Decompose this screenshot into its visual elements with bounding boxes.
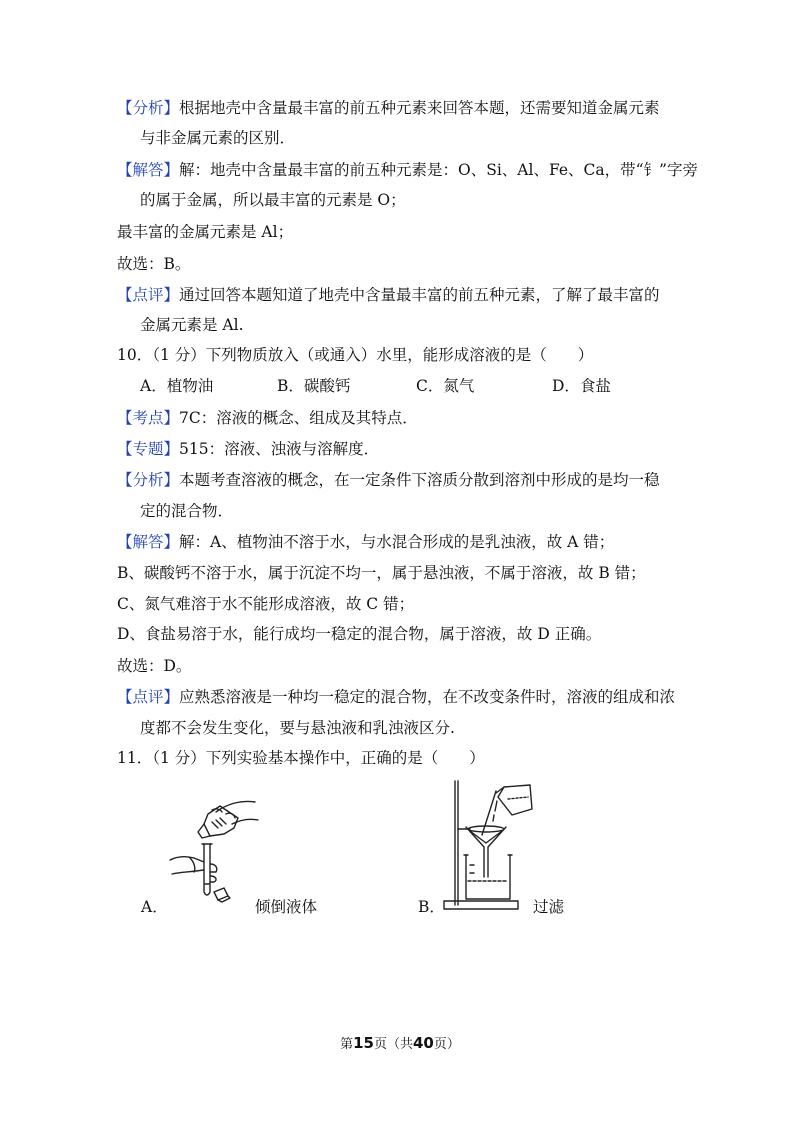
q10-analysis-line-1 [117, 470, 660, 490]
filtration-figure [440, 777, 540, 915]
q9-comment-text-1: 通过回答本题知道了地壳中含量最丰富的前五种元素，了解了最丰富的 [179, 286, 660, 304]
q9-answer-line-2: 的属于金属，所以最丰富的元素是 O； [140, 191, 406, 209]
q10-answer-line-4: D、食盐易溶于水，能行成均一稳定的混合物，属于溶液，故 D 正确。 [117, 625, 602, 643]
q10-answer-line-3: C、氮气难溶于水不能形成溶液，故 C 错； [117, 595, 415, 613]
q10-analysis-text-1: 本题考查溶液的概念，在一定条件下溶质分散到溶剂中形成的是均一稳 [179, 471, 660, 489]
q9-comment-line-1 [117, 285, 660, 305]
q10-comment-text-1: 应熟悉溶液是一种均一稳定的混合物，在不改变条件时，溶液的组成和浓 [179, 688, 676, 706]
q10-topic [117, 439, 379, 459]
q9-comment-line-2: 金属元素是 Al. [140, 316, 244, 334]
q11-stem: 11．（1 分）下列实验基本操作中，正确的是（ ） [117, 749, 485, 767]
q9-analysis-line-1 [117, 98, 660, 118]
q11-option-a-letter: A． [141, 898, 168, 916]
knowledge-point-tag: 【考点】 [117, 409, 180, 427]
q10-option-a: A．植物油 [140, 377, 214, 395]
analysis-tag: 【分析】 [117, 471, 180, 489]
q9-analysis-line-2: 与非金属元素的区别． [140, 129, 296, 147]
q10-answer-text-1: 解：A、植物油不溶于水，与水混合形成的是乳浊液，故 A 错； [179, 533, 615, 551]
q11-option-a-caption: 倾倒液体 [255, 898, 318, 916]
footer-page-number: 15 [353, 1034, 374, 1052]
analysis-tag: 【分析】 [117, 99, 180, 117]
q10-answer-line-2: B、碳酸钙不溶于水，属于沉淀不均一，属于悬浊液，不属于溶液，故 B 错； [117, 564, 646, 582]
q10-stem: 10．（1 分）下列物质放入（或通入）水里，能形成溶液的是（ ） [117, 346, 594, 364]
footer-pre: 第 [340, 1037, 354, 1052]
q10-comment-line-1 [117, 687, 675, 707]
q10-knowledge-point [117, 408, 418, 428]
comment-tag: 【点评】 [117, 286, 180, 304]
q10-option-d: D．食盐 [552, 377, 611, 395]
answer-tag: 【解答】 [117, 161, 180, 179]
q10-answer-line-1 [117, 532, 614, 552]
q10-knowledge-point-text: 7C：溶液的概念、组成及其特点． [179, 409, 418, 427]
q10-topic-text: 515：溶液、浊液与溶解度． [179, 440, 380, 458]
comment-tag: 【点评】 [117, 688, 180, 706]
footer-mid: 页（共 [373, 1037, 413, 1052]
q11-option-b-letter: B． [418, 898, 445, 916]
q9-answer-line-1 [117, 160, 698, 180]
q10-choice: 故选：D。 [117, 657, 192, 675]
footer-total-pages: 40 [413, 1034, 434, 1052]
q9-answer-text-1: 解：地壳中含量最丰富的前五种元素是：O、Si、Al、Fe、Ca，带“钅”字旁 [179, 161, 698, 179]
q11-option-b-caption: 过滤 [533, 898, 565, 916]
q10-analysis-line-2: 定的混合物． [140, 502, 234, 520]
page-footer [0, 1033, 800, 1052]
q10-option-c: C．氮气 [416, 377, 475, 395]
q10-comment-line-2: 度都不会发生变化，要与悬浊液和乳浊液区分. [140, 719, 455, 737]
q9-choice: 故选：B。 [117, 255, 191, 273]
q10-options [0, 376, 800, 398]
pouring-liquid-figure [160, 792, 270, 904]
footer-post: 页） [433, 1037, 460, 1052]
q10-option-b: B．碳酸钙 [277, 377, 351, 395]
answer-tag: 【解答】 [117, 533, 180, 551]
topic-tag: 【专题】 [117, 440, 180, 458]
q9-analysis-text-1: 根据地壳中含量最丰富的前五种元素来回答本题，还需要知道金属元素 [179, 99, 660, 117]
q9-answer-line-3: 最丰富的金属元素是 Al； [117, 223, 294, 241]
